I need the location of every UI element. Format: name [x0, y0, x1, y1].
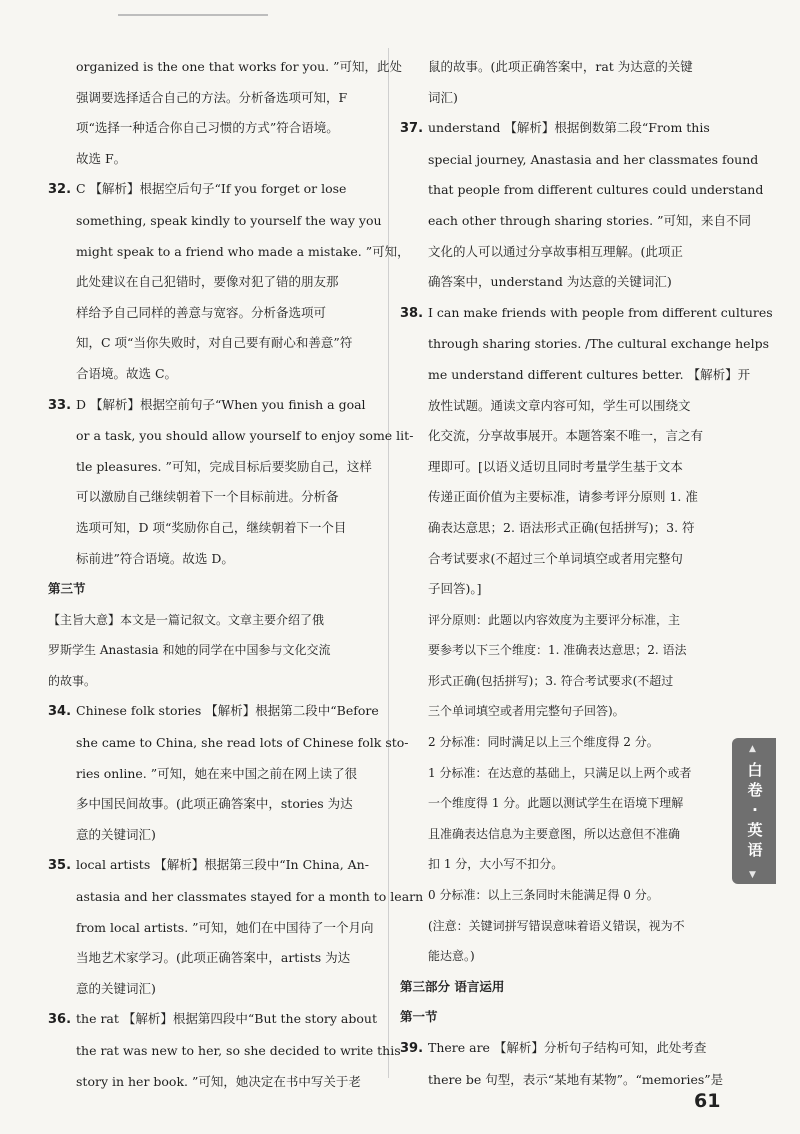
side-tab-char: ·: [752, 801, 758, 819]
answer-line: D 【解析】根据空前句子“When you finish a goal: [76, 396, 366, 412]
right-column: [400, 52, 773, 1095]
section-heading: 第三节: [48, 581, 86, 597]
answer-line: that people from different cultures could understand: [428, 182, 764, 198]
text-line: 故选 F。: [76, 150, 127, 166]
answer-line: me understand different cultures better. 【解析】开: [428, 366, 751, 382]
text-line: 词汇): [428, 89, 458, 105]
answer-line: something, speak kindly to yourself the way you: [76, 212, 382, 228]
answer-line: 此处建议在自己犯错时，要像对犯了错的朋友那: [76, 274, 339, 290]
side-tab-char: 卷: [747, 781, 763, 799]
answer-line: or a task, you should allow yourself to enjoy some lit-: [76, 428, 414, 444]
answer-line: I can make friends with people from different cultures: [428, 304, 773, 320]
continued-text: [400, 52, 728, 113]
note-line: 1 分标准：在达意的基础上，只满足以上两个或者: [428, 765, 692, 780]
answer-line: tle pleasures. ”可知，完成目标后要奖励自己，这样: [76, 458, 372, 474]
note-line: 三个单词填空或者用完整句子回答)。: [428, 704, 625, 719]
text-line: 项“选择一种适合你自己习惯的方式”符合语境。: [76, 120, 339, 136]
question-number: 38.: [400, 305, 424, 321]
question-number: 32.: [48, 182, 72, 198]
answer-item: [48, 1004, 401, 1097]
note-line: 2 分标准：同时满足以上三个维度得 2 分。: [428, 735, 659, 750]
down-arrow-icon: ▼: [749, 870, 756, 880]
answer-line: 合考试要求(不超过三个单词填空或者用完整句: [428, 550, 683, 566]
question-number: 37.: [400, 121, 424, 137]
continued-text: [48, 52, 403, 174]
answer-line: 标前进”符合语境。故选 D。: [76, 550, 234, 566]
answer-line: 意的关键词汇): [76, 980, 156, 996]
note-line: 形式正确(包括拼写)；3. 符合考试要求(不超过: [428, 673, 674, 688]
note-line: 【主旨大意】本文是一篇记叙文。文章主要介绍了俄: [48, 612, 325, 627]
answer-item: [400, 113, 764, 298]
answer-line: 当地艺术家学习。(此项正确答案中，artists 为达: [76, 950, 351, 966]
note-line: 要参考以下三个维度：1. 准确表达意思；2. 语法: [428, 643, 687, 658]
answer-line: she came to China, she read lots of Chinese folk sto-: [76, 735, 409, 751]
question-number: 36.: [48, 1012, 72, 1028]
question-number: 34.: [48, 704, 72, 720]
text-line: 强调要选择适合自己的方法。分析备选项可知，F: [76, 89, 348, 105]
answer-line: understand 【解析】根据倒数第二段“From this: [428, 120, 710, 136]
answer-line: C 【解析】根据空后句子“If you forget or lose: [76, 181, 347, 197]
answer-line: 理即可。[以语义适切且同时考量学生基于文本: [428, 458, 683, 474]
answer-line: there be 句型，表示“某地有某物”。“memories”是: [428, 1071, 724, 1087]
answer-item: [48, 390, 414, 575]
answer-item: [400, 1033, 728, 1095]
text-line: organized is the one that works for you. ”可知，此处: [76, 59, 403, 74]
note-line: 扣 1 分，大小写不扣分。: [428, 857, 564, 872]
answer-line: 合语境。故选 C。: [76, 365, 178, 381]
answer-line: local artists 【解析】根据第三段中“In China, An-: [76, 857, 369, 873]
answer-item: [48, 850, 424, 1004]
column-divider: [388, 48, 389, 1078]
answer-line: 选项可知，D 项“奖励你自己，继续朝着下一个目: [76, 519, 347, 535]
answer-line: ries online. ”可知，她在来中国之前在网上读了很: [76, 765, 358, 781]
note-line: 罗斯学生 Anastasia 和她的同学在中国参与文化交流: [48, 643, 331, 658]
answer-line: 确表达意思；2. 语法形式正确(包括拼写)；3. 符: [428, 519, 695, 535]
text-line: 鼠的故事。(此项正确答案中，rat 为达意的关键: [428, 59, 693, 74]
answer-line: the rat 【解析】根据第四段中“But the story about: [76, 1011, 377, 1027]
answer-line: 文化的人可以通过分享故事相互理解。(此项正: [428, 243, 683, 259]
header-rule: [118, 14, 268, 16]
answer-line: 知，C 项“当你失败时，对自己要有耐心和善意”符: [76, 335, 353, 351]
answer-line: 确答案中，understand 为达意的关键词汇): [428, 274, 672, 290]
answer-line: each other through sharing stories. ”可知，来自不同: [428, 212, 751, 228]
answer-line: astasia and her classmates stayed for a month to learn: [76, 889, 424, 905]
question-number: 35.: [48, 858, 72, 874]
answer-line: 可以激励自己继续朝着下一个目标前进。分析备: [76, 489, 339, 505]
note-block: [48, 605, 380, 697]
answer-line: Chinese folk stories 【解析】根据第二段中“Before: [76, 703, 379, 719]
note-line: 的故事。: [48, 673, 97, 688]
side-tab-char: 白: [747, 761, 763, 779]
note-line: 评分原则：此题以内容效度为主要评分标准，主: [428, 612, 681, 627]
answer-line: 样给予自己同样的善意与宽容。分析备选项可: [76, 304, 327, 320]
note-line: 0 分标准：以上三条同时未能满足得 0 分。: [428, 888, 659, 903]
question-number: 39.: [400, 1041, 424, 1056]
answer-line: 放性试题。通读文章内容可知，学生可以围绕文: [428, 397, 691, 413]
answer-line: 多中国民间故事。(此项正确答案中，stories 为达: [76, 796, 353, 812]
answer-line: 传递正面价值为主要标准，请参考评分原则 1. 准: [428, 489, 698, 505]
note-line: (注意：关键词拼写错误意味着语义错误，视为不: [428, 918, 685, 933]
answer-item: [48, 696, 409, 850]
note-block: [400, 605, 728, 972]
answer-line: 子回答)。]: [428, 581, 482, 597]
answer-item: [400, 298, 773, 605]
up-arrow-icon: ▲: [749, 744, 756, 754]
answer-line: through sharing stories. /The cultural exchange helps: [428, 336, 769, 352]
side-tab-char: 英: [747, 821, 763, 839]
section-heading: 第三部分 语言运用: [400, 978, 505, 994]
answer-line: story in her book. ”可知，她决定在书中写关于老: [76, 1073, 361, 1089]
note-line: 能达意。): [428, 949, 475, 964]
section-heading: 第一节: [400, 1009, 438, 1025]
answer-line: special journey, Anastasia and her classmates found: [428, 151, 759, 167]
answer-item: [48, 174, 410, 389]
side-tab-label: [741, 760, 769, 860]
answer-line: might speak to a friend who made a mistake. ”可知，: [76, 243, 410, 259]
answer-line: from local artists. ”可知，她们在中国待了一个月向: [76, 919, 374, 935]
answer-line: the rat was new to her, so she decided to write this: [76, 1043, 401, 1058]
answer-line: 意的关键词汇): [76, 826, 156, 842]
answer-line: There are 【解析】分析句子结构可知，此处考查: [428, 1040, 707, 1055]
page-number: 61: [694, 1090, 721, 1112]
note-line: 一个维度得 1 分。此题以测试学生在语境下理解: [428, 796, 684, 811]
question-number: 33.: [48, 397, 72, 413]
answer-line: 化交流，分享故事展开。本题答案不唯一，言之有: [428, 428, 704, 444]
note-line: 且准确表达信息为主要意图，所以达意但不准确: [428, 826, 681, 841]
side-tab-char: 语: [747, 841, 763, 859]
